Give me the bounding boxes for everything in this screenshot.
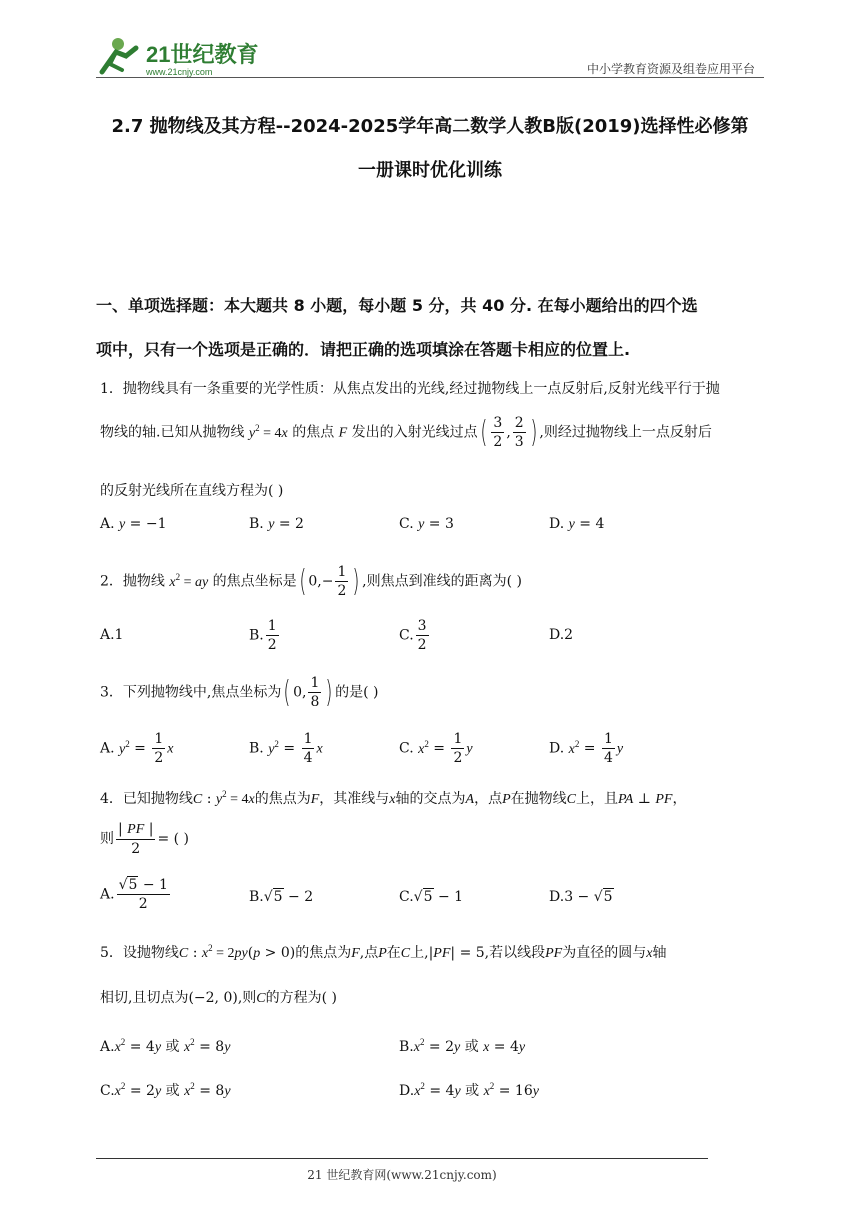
q2-option-c[interactable]: C. $\frac{3}{2}$: [399, 618, 427, 653]
q3-option-a[interactable]: A. $y^2$ = $\frac{1}{2}$ x: [100, 731, 174, 766]
question-4-line1: 4．已知抛物线C : $y^2 = 4x$的焦点为F，其准线与x轴的交点为A，点P在抛物线C上，且PA ⊥ PF，: [100, 789, 687, 807]
footer-link[interactable]: 21 世纪教育网(www.21cnjy.com): [307, 1168, 497, 1182]
q5-option-b[interactable]: $B.x^2 = 2y$ 或 x = 4y: [399, 1037, 526, 1055]
logo-text: 21世纪教育: [146, 42, 259, 67]
page-title-line1: 2.7 抛物线及其方程--2024-2025学年高二数学人教B版(2019)选择性必修第: [111, 116, 749, 137]
q3-option-b[interactable]: B. $y^2$ = $\frac{1}{4}$ x: [249, 731, 323, 766]
footer-divider: [96, 1158, 708, 1159]
q2-option-b[interactable]: B. $\frac{1}{2}$: [249, 618, 277, 653]
question-1-line2: 物线的轴.已知从抛物线 $y^2 = 4x$ 的焦点 F 发出的入射光线过点( $\frac{3}{2}$ , $\frac{2}{3}$ ) ,则经过抛物线上一点反射后: [100, 415, 712, 450]
site-logo: [96, 34, 266, 78]
q4-option-b[interactable]: B.√5 − 2: [249, 889, 314, 905]
section-heading-line2: 项中，只有一个选项是正确的．请把正确的选项填涂在答题卡相应的位置上.: [96, 340, 631, 359]
question-2: 2．抛物线 $x^2$ = ay 的焦点坐标是( 0,− $\frac{1}{2}$ ) ,则焦点到准线的距离为( ): [100, 564, 522, 599]
q1-option-a[interactable]: A. y = −1: [100, 516, 167, 532]
q2-option-d[interactable]: D.2: [549, 627, 574, 643]
q3-option-c[interactable]: C. $x^2$ = $\frac{1}{2}$ y: [399, 731, 473, 766]
question-3: 3．下列抛物线中,焦点坐标为( 0, $\frac{1}{8}$ ) 的是( ): [100, 675, 379, 710]
q5-option-a[interactable]: $A.x^2 = 4y$ 或 $x^2 = 8y$: [100, 1037, 231, 1055]
q3-option-d[interactable]: D. $x^2$ = $\frac{1}{4}$ y: [549, 731, 624, 766]
page-title-line2: 一册课时优化训练: [358, 160, 502, 181]
q5-option-d[interactable]: $D.x^2 = 4y$ 或 $x^2 = 16y$: [399, 1081, 539, 1099]
question-5-line2: 相切,且切点为(−2, 0),则C的方程为( ): [100, 990, 337, 1006]
q4-option-d[interactable]: D.3 − √5: [549, 889, 613, 905]
q1-option-b[interactable]: B. y = 2: [249, 516, 304, 532]
q4-option-a[interactable]: A. $\frac{√5 - 1}{2}$: [100, 877, 168, 912]
q5-option-c[interactable]: $C.x^2 = 2y$ 或 $x^2 = 8y$: [100, 1081, 231, 1099]
q4-option-c[interactable]: C.√5 − 1: [399, 889, 464, 905]
question-4-line2: 则 $\frac{| PF |}{2}$ = ( ): [100, 821, 190, 857]
header-divider: [96, 77, 764, 78]
section-heading-line1: 一、单项选择题：本大题共 8 小题，每小题 5 分，共 40 分. 在每小题给出的四个选: [96, 296, 698, 315]
q2-option-a[interactable]: A.1: [100, 627, 124, 643]
logo-url: www.21cnjy.com: [146, 67, 213, 77]
q1-option-d[interactable]: D. y = 4: [549, 516, 605, 532]
question-1-line3: 的反射光线所在直线方程为( ): [100, 483, 284, 499]
header-platform-text: 中小学教育资源及组卷应用平台: [586, 62, 755, 76]
q1-option-c[interactable]: C. y = 3: [399, 516, 454, 532]
question-1-line1: 1．抛物线具有一条重要的光学性质：从焦点发出的光线,经过抛物线上一点反射后,反射光线平行于抛: [100, 381, 720, 397]
question-5-line1: 5．设抛物线C : $x^2 = 2py(p > 0)$的焦点为F,点P在C上,|PF| = 5,若以线段PF为直径的圆与x轴: [100, 943, 667, 961]
